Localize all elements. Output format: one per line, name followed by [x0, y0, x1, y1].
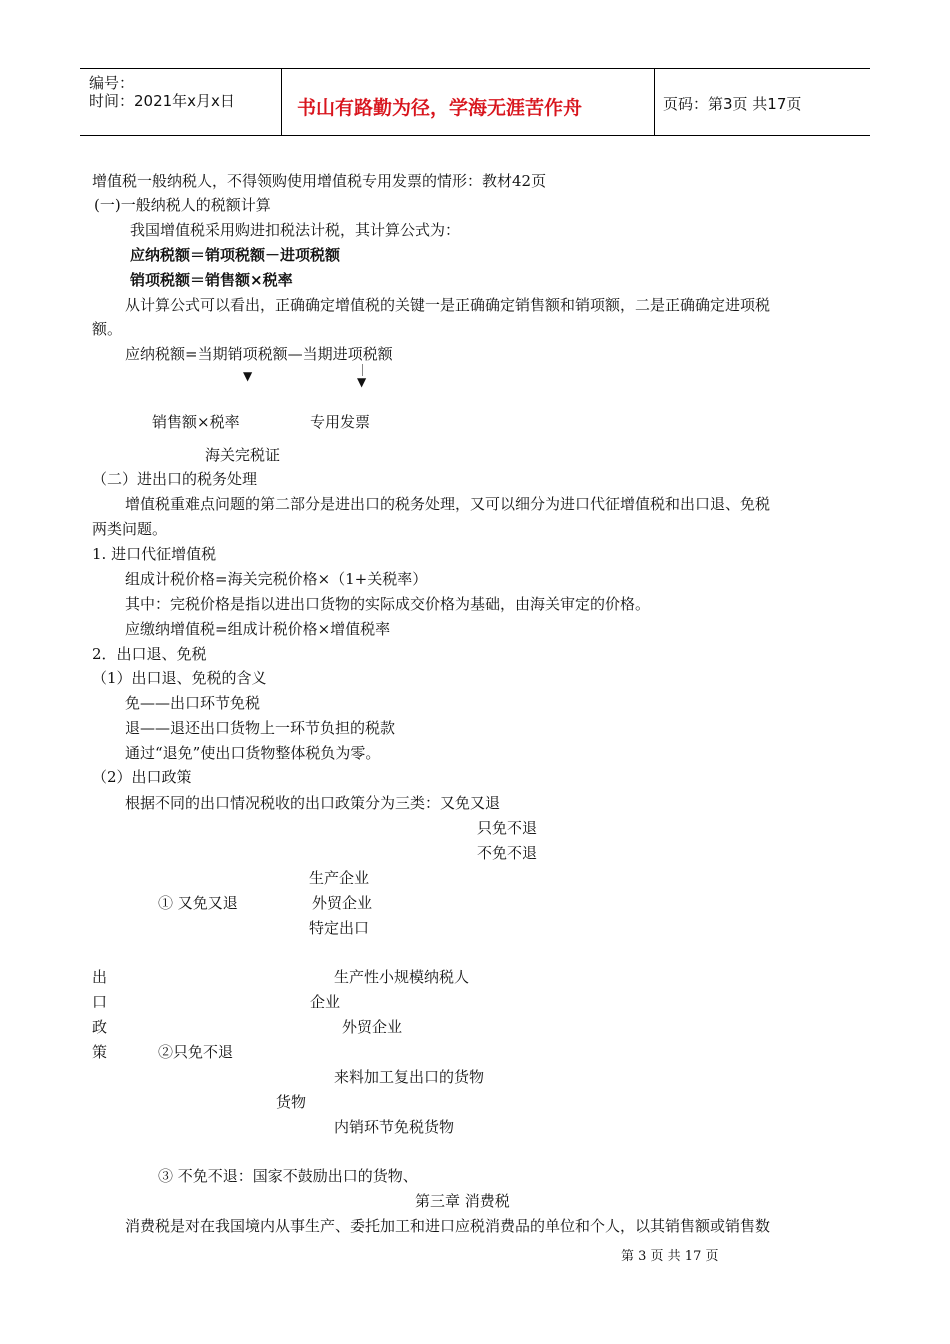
text-line: 只免不退 [477, 819, 538, 837]
text-line: 不免不退 [477, 844, 538, 862]
text-line: 增值税重难点问题的第二部分是进出口的税务处理，又可以细分为进口代征增值税和出口退、免税 [125, 495, 771, 513]
footer-page-number: 第 3 页 共 17 页 [621, 1249, 719, 1264]
header-top-rule [80, 68, 870, 69]
header-time-label: 时间：2021年x月x日 [89, 92, 235, 110]
text-line: 增值税一般纳税人，不得领购使用增值税专用发票的情形：教材42页 [92, 172, 547, 190]
header-bottom-rule [80, 135, 870, 136]
down-arrow-icon: ▼ [357, 375, 367, 389]
chapter-title: 第三章 消费税 [415, 1192, 510, 1210]
policy-item: 特定出口 [309, 919, 370, 937]
policy-item: 企业 [310, 993, 341, 1011]
formula: 组成计税价格=海关完税价格×（1+关税率） [125, 570, 428, 588]
header-divider-2 [654, 68, 655, 136]
header-number-label: 编号： [89, 74, 135, 92]
text-line: 销售额×税率 [152, 413, 240, 431]
policy-item: 生产性小规模纳税人 [334, 968, 470, 986]
policy-item: 生产企业 [309, 869, 370, 887]
text-line: 两类问题。 [92, 520, 168, 538]
section-heading: （二）进出口的税务处理 [92, 470, 258, 488]
policy-item: 内销环节免税货物 [334, 1118, 455, 1136]
policy-label: ③ 不免不退：国家不鼓励出口的货物、 [158, 1167, 418, 1185]
header-page-label: 页码：第3页 共17页 [663, 95, 802, 113]
section-heading: 1. 进口代征增值税 [92, 545, 217, 563]
text-line: 退——退还出口货物上一环节负担的税款 [125, 719, 396, 737]
text-line: 我国增值税采用购进扣税法计税，其计算公式为： [130, 221, 461, 239]
text-line: 额。 [92, 320, 123, 338]
text-line: 从计算公式可以看出，正确确定增值税的关键一是正确确定销售额和销项额，二是正确确定进项税 [125, 296, 771, 314]
formula: 应纳税额＝销项税额－进项税额 [130, 246, 341, 264]
section-heading: 2．出口退、免税 [92, 645, 207, 663]
text-line: 免——出口环节免税 [125, 694, 261, 712]
policy-item: 外贸企业 [312, 894, 373, 912]
formula: 销项税额＝销售额×税率 [130, 271, 293, 289]
policy-label: ① 又免又退 [158, 894, 238, 912]
text-line: 其中：完税价格是指以进出口货物的实际成交价格为基础，由海关审定的价格。 [125, 595, 651, 613]
policy-item: 外贸企业 [342, 1018, 403, 1036]
header-motto: 书山有路勤为径，学海无涯苦作舟 [297, 97, 583, 119]
section-heading: (一)一般纳税人的税额计算 [94, 196, 271, 214]
formula: 应纳税额=当期销项税额—当期进项税额 [125, 345, 393, 363]
side-label: 策 [92, 1043, 108, 1061]
text-line: 海关完税证 [205, 446, 281, 464]
policy-item: 来料加工复出口的货物 [334, 1068, 485, 1086]
down-arrow-icon: ▼ [243, 369, 253, 383]
policy-label: ②只免不退 [158, 1043, 234, 1061]
side-label: 出 [92, 968, 108, 986]
text-line: 通过“退免”使出口货物整体税负为零。 [125, 744, 381, 762]
text-line: 根据不同的出口情况税收的出口政策分为三类：又免又退 [125, 794, 501, 812]
text-line: 消费税是对在我国境内从事生产、委托加工和进口应税消费品的单位和个人，以其销售额或销售数 [125, 1217, 771, 1235]
header-divider-1 [281, 68, 282, 136]
text-line: 专用发票 [310, 413, 371, 431]
section-heading: （2）出口政策 [92, 768, 192, 786]
policy-item: 货物 [276, 1093, 307, 1111]
side-label: 口 [92, 993, 108, 1011]
formula: 应缴纳增值税=组成计税价格×增值税率 [125, 620, 391, 638]
side-label: 政 [92, 1018, 108, 1036]
section-heading: （1）出口退、免税的含义 [92, 669, 267, 687]
